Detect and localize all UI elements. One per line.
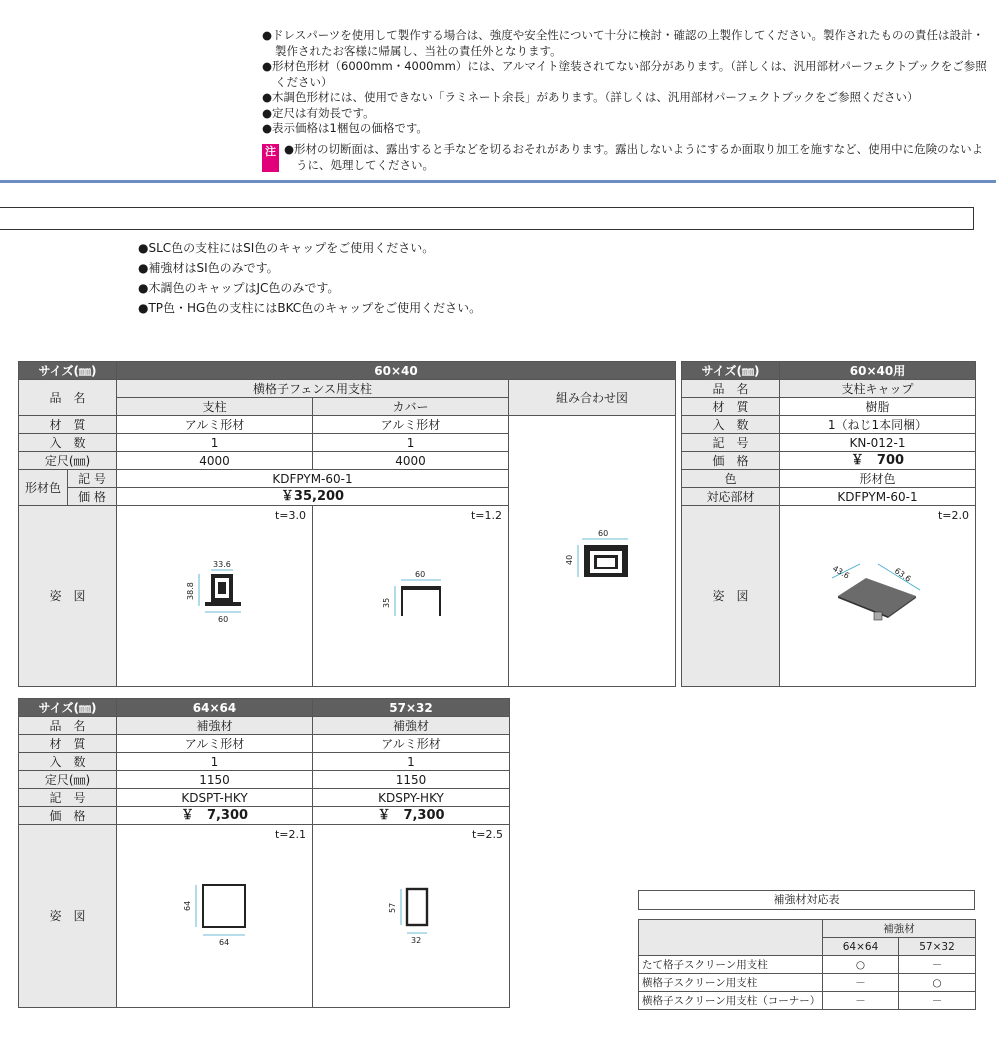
rf-size1: 64×64 [117,699,313,717]
cap-code-label: 記 号 [682,434,780,452]
cap-a-label: 43.6 [831,563,851,581]
col-cover: カバー [313,398,509,416]
rf-qty1: 1 [117,753,313,771]
rf-price2: ￥ 7,300 [313,807,510,825]
code-label: 記 号 [68,470,117,488]
rf-code-label: 記 号 [19,789,117,807]
cap-qty: 1（ねじ1本同梱） [780,416,976,434]
cap-material: 樹脂 [780,398,976,416]
cap-table [681,361,976,687]
rf2-h-label: 57 [388,902,397,913]
caution [262,142,992,173]
cap-b-label: 63.6 [892,566,913,584]
rf-drawing2 [383,875,453,955]
cap-figure-label: 姿 図 [682,506,780,687]
rf-size2: 57×32 [313,699,510,717]
cap-code: KN-012-1 [780,434,976,452]
rf-product2: 補強材 [313,717,510,735]
rf-drawing1 [172,875,272,955]
subnote-3: ●木調色のキャップはJC色のみです。 [138,281,340,295]
subnote-1: ●SLC色の支柱にはSI色のキャップをご使用ください。 [138,241,435,255]
corr-title: 補強材対応表 [638,890,975,910]
subnote-4: ●TP色・HG色の支柱にはBKC色のキャップをご使用ください。 [138,301,482,315]
rf1-w-label: 64 [219,938,230,947]
subnote-2: ●補強材はSI色のみです。 [138,261,279,275]
combo-drawing [510,499,675,599]
cap-shape [838,578,916,616]
cap-product: 支柱キャップ [780,380,976,398]
reinforcement-table [18,698,510,1008]
post-figure [117,506,313,687]
code-value: KDFPYM-60-1 [117,470,509,488]
price-value: ￥35,200 [117,488,509,506]
note-2b: ください） [275,74,333,89]
combo-h-label: 40 [564,554,574,565]
rf-figure1 [117,825,313,1008]
product-name: 横格子フェンス用支柱 [117,380,509,398]
cap-size-value: 60×40用 [780,362,976,380]
corr-row-name: 横格子スクリーン用支柱（コーナー） [639,992,823,1010]
corr-head: 補強材 [823,920,976,938]
size-value: 60×40 [117,362,676,380]
note-4: ●定尺は有効長です。 [262,105,375,120]
note-1b: 製作されたお客様に帰属し、当社の責任外となります。 [275,43,562,58]
size-label: サイズ(㎜) [19,362,117,380]
section-title-box [0,207,974,230]
caution-line1: ●形材の切断面は、露出すると手などを切るおそれがあります。露出しないようにするか面取り加工を施すなど、使用中に危険のないよ [284,142,984,156]
material-label: 材 質 [19,416,117,434]
qty-label: 入 数 [19,434,117,452]
cap-price: ￥ 700 [780,452,976,470]
cap-drawing [820,556,940,646]
combo-label: 組み合わせ図 [509,380,676,416]
qty-post: 1 [117,434,313,452]
color-label: 形材色 [19,470,68,506]
corr-row-a: － [823,974,899,992]
post-h-label: 38.8 [186,582,196,600]
subnotes [138,238,481,318]
col-post: 支柱 [117,398,313,416]
cover-h-label: 35 [382,597,392,608]
combo-figure [509,416,676,687]
corr-table [638,919,976,1010]
post-drawing [177,556,267,636]
corr-row-a: ○ [823,956,899,974]
note-3: ●木調色形材には、使用できない「ラミネート余長」があります。（詳しくは、汎用部材パーフェクトブックをご参照ください） [262,90,919,104]
rf2-shape [407,889,427,925]
corr-row-b: － [899,992,976,1010]
post-w-label: 60 [218,615,229,624]
rf-price-label: 価 格 [19,807,117,825]
cover-thickness: t=1.2 [470,509,503,522]
corr-blank [639,920,823,956]
length-label: 定尺(㎜) [19,452,117,470]
section-rule [0,180,996,183]
material-cover: アルミ形材 [313,416,509,434]
caution-line2: うに、処理してください。 [296,157,434,172]
rf-material-label: 材 質 [19,735,117,753]
corr-row-name: 横格子スクリーン用支柱 [639,974,823,992]
corr-row-name: たて格子スクリーン用支柱 [639,956,823,974]
rf-thickness1: t=2.1 [274,828,306,841]
note-5: ●表示価格は1梱包の価格です。 [262,121,428,135]
rf-price1: ￥ 7,300 [117,807,313,825]
rf-code1: KDSPT-HKY [117,789,313,807]
cap-target: KDFPYM-60-1 [780,488,976,506]
cap-thickness: t=2.0 [937,509,969,522]
cap-material-label: 材 質 [682,398,780,416]
price-label: 価 格 [68,488,117,506]
post-table [18,361,676,687]
rf-figure-label: 姿 図 [19,825,117,1008]
rf-code2: KDSPY-HKY [313,789,510,807]
corr-c2: 57×32 [899,938,976,956]
figure-label: 姿 図 [19,506,117,687]
material-post: アルミ形材 [117,416,313,434]
rf-qty2: 1 [313,753,510,771]
rf-length2: 1150 [313,771,510,789]
corr-row-b: ○ [899,974,976,992]
length-cover: 4000 [313,452,509,470]
corr-row-b: － [899,956,976,974]
rf-material1: アルミ形材 [117,735,313,753]
hinmei-label: 品 名 [19,380,117,416]
cap-qty-label: 入 数 [682,416,780,434]
cap-size-label: サイズ(㎜) [682,362,780,380]
rf-length1: 1150 [117,771,313,789]
rf-qty-label: 入 数 [19,753,117,771]
rf-length-label: 定尺(㎜) [19,771,117,789]
rf1-shape [203,885,245,927]
qty-cover: 1 [313,434,509,452]
rf2-w-label: 32 [411,936,422,945]
corr-row-a: － [823,992,899,1010]
post-thickness: t=3.0 [274,509,307,522]
cover-figure [313,506,509,687]
corr-c1: 64×64 [823,938,899,956]
cap-color-label: 色 [682,470,780,488]
rf-figure2 [313,825,510,1008]
cap-figure [780,506,976,687]
length-post: 4000 [117,452,313,470]
cover-w-label: 60 [415,570,426,579]
rf-material2: アルミ形材 [313,735,510,753]
rf-product1: 補強材 [117,717,313,735]
cap-target-label: 対応部材 [682,488,780,506]
caution-badge: 注 [262,144,279,172]
cover-drawing [373,566,463,636]
cap-color: 形材色 [780,470,976,488]
rf-size-label: サイズ(㎜) [19,699,117,717]
notes [262,28,992,137]
note-1: ●ドレスパーツを使用して製作する場合は、強度や安全性について十分に検討・確認の上製作してください。製作されたものの責任は設計・ [262,28,984,42]
cap-price-label: 価 格 [682,452,780,470]
rf-thickness2: t=2.5 [471,828,503,841]
cap-hinmei-label: 品 名 [682,380,780,398]
rf1-h-label: 64 [183,900,192,911]
post-in-label: 33.6 [213,560,231,569]
note-2: ●形材色形材（6000mm・4000mm）には、アルマイト塗装されてない部分があります。（詳しくは、汎用部材パーフェクトブックをご参照 [262,59,987,73]
cover-shape [401,586,441,616]
rf-hinmei-label: 品 名 [19,717,117,735]
combo-w-label: 60 [597,529,608,538]
